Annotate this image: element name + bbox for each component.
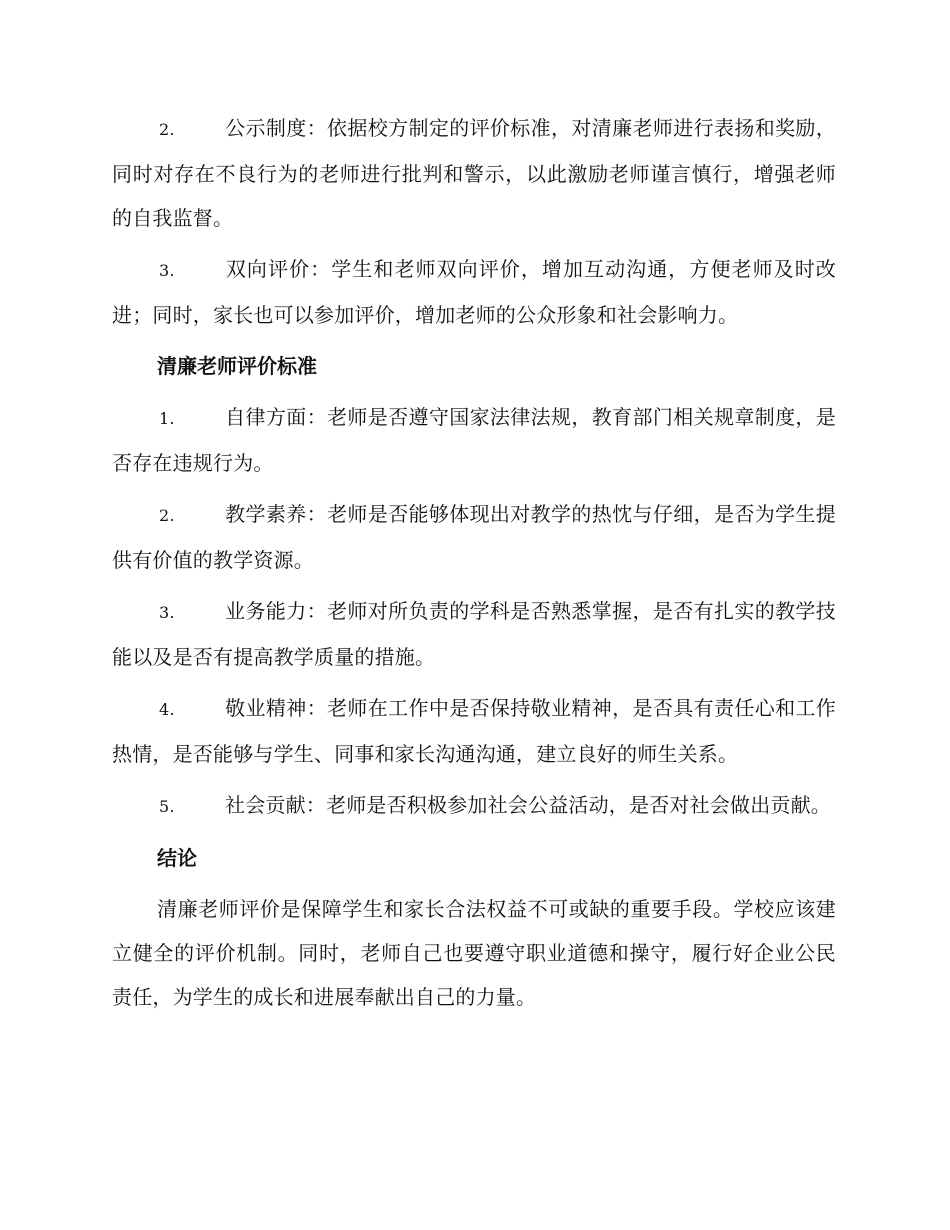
list-item-text: 敬业精神：老师在工作中是否保持敬业精神，是否具有责任心和工作热情，是否能够与学生、同事和家长沟通沟通，建立良好的师生关系。 — [112, 696, 836, 766]
list-item-number: 2. — [159, 120, 175, 139]
list-item — [112, 247, 836, 337]
list-item-text: 双向评价：学生和老师双向评价，增加互动沟通，方便老师及时改进；同时，家长也可以参加评价，增加老师的公众形象和社会影响力。 — [112, 257, 836, 327]
list-item — [112, 492, 836, 582]
document-content — [112, 106, 836, 1026]
list-item-number: 5. — [159, 797, 175, 816]
list-item-number: 3. — [159, 261, 175, 280]
list-item-text: 社会贡献：老师是否积极参加社会公益活动，是否对社会做出贡献。 — [225, 793, 831, 817]
list-item-text: 公示制度：依据校方制定的评价标准，对清廉老师进行表扬和奖励，同时对存在不良行为的老师进行批判和警示，以此激励老师谨言慎行，增强老师的自我监督。 — [112, 116, 836, 230]
list-item-number: 3. — [159, 603, 175, 622]
list-item-number: 2. — [159, 506, 175, 525]
list-item-text: 教学素养：老师是否能够体现出对教学的热忱与仔细，是否为学生提供有价值的教学资源。 — [112, 502, 836, 572]
list-item-number: 4. — [159, 700, 175, 719]
section-heading-conclusion: 结论 — [157, 846, 197, 870]
list-item-text: 自律方面：老师是否遵守国家法律法规，教育部门相关规章制度，是否存在违规行为。 — [112, 405, 836, 475]
section-heading-standards: 清廉老师评价标准 — [157, 354, 317, 378]
list-item — [112, 106, 836, 240]
list-item — [112, 395, 836, 485]
list-item — [112, 783, 836, 829]
list-item — [112, 686, 836, 776]
list-item — [112, 589, 836, 679]
list-item-text: 业务能力：老师对所负责的学科是否熟悉掌握，是否有扎实的教学技能以及是否有提高教学质量的措施。 — [112, 599, 836, 669]
conclusion-paragraph: 清廉老师评价是保障学生和家长合法权益不可或缺的重要手段。学校应该建立健全的评价机制。同时，老师自己也要遵守职业道德和操守，履行好企业公民责任，为学生的成长和进展奉献出自己的力量。 — [112, 897, 836, 1009]
list-item-number: 1. — [159, 409, 175, 428]
